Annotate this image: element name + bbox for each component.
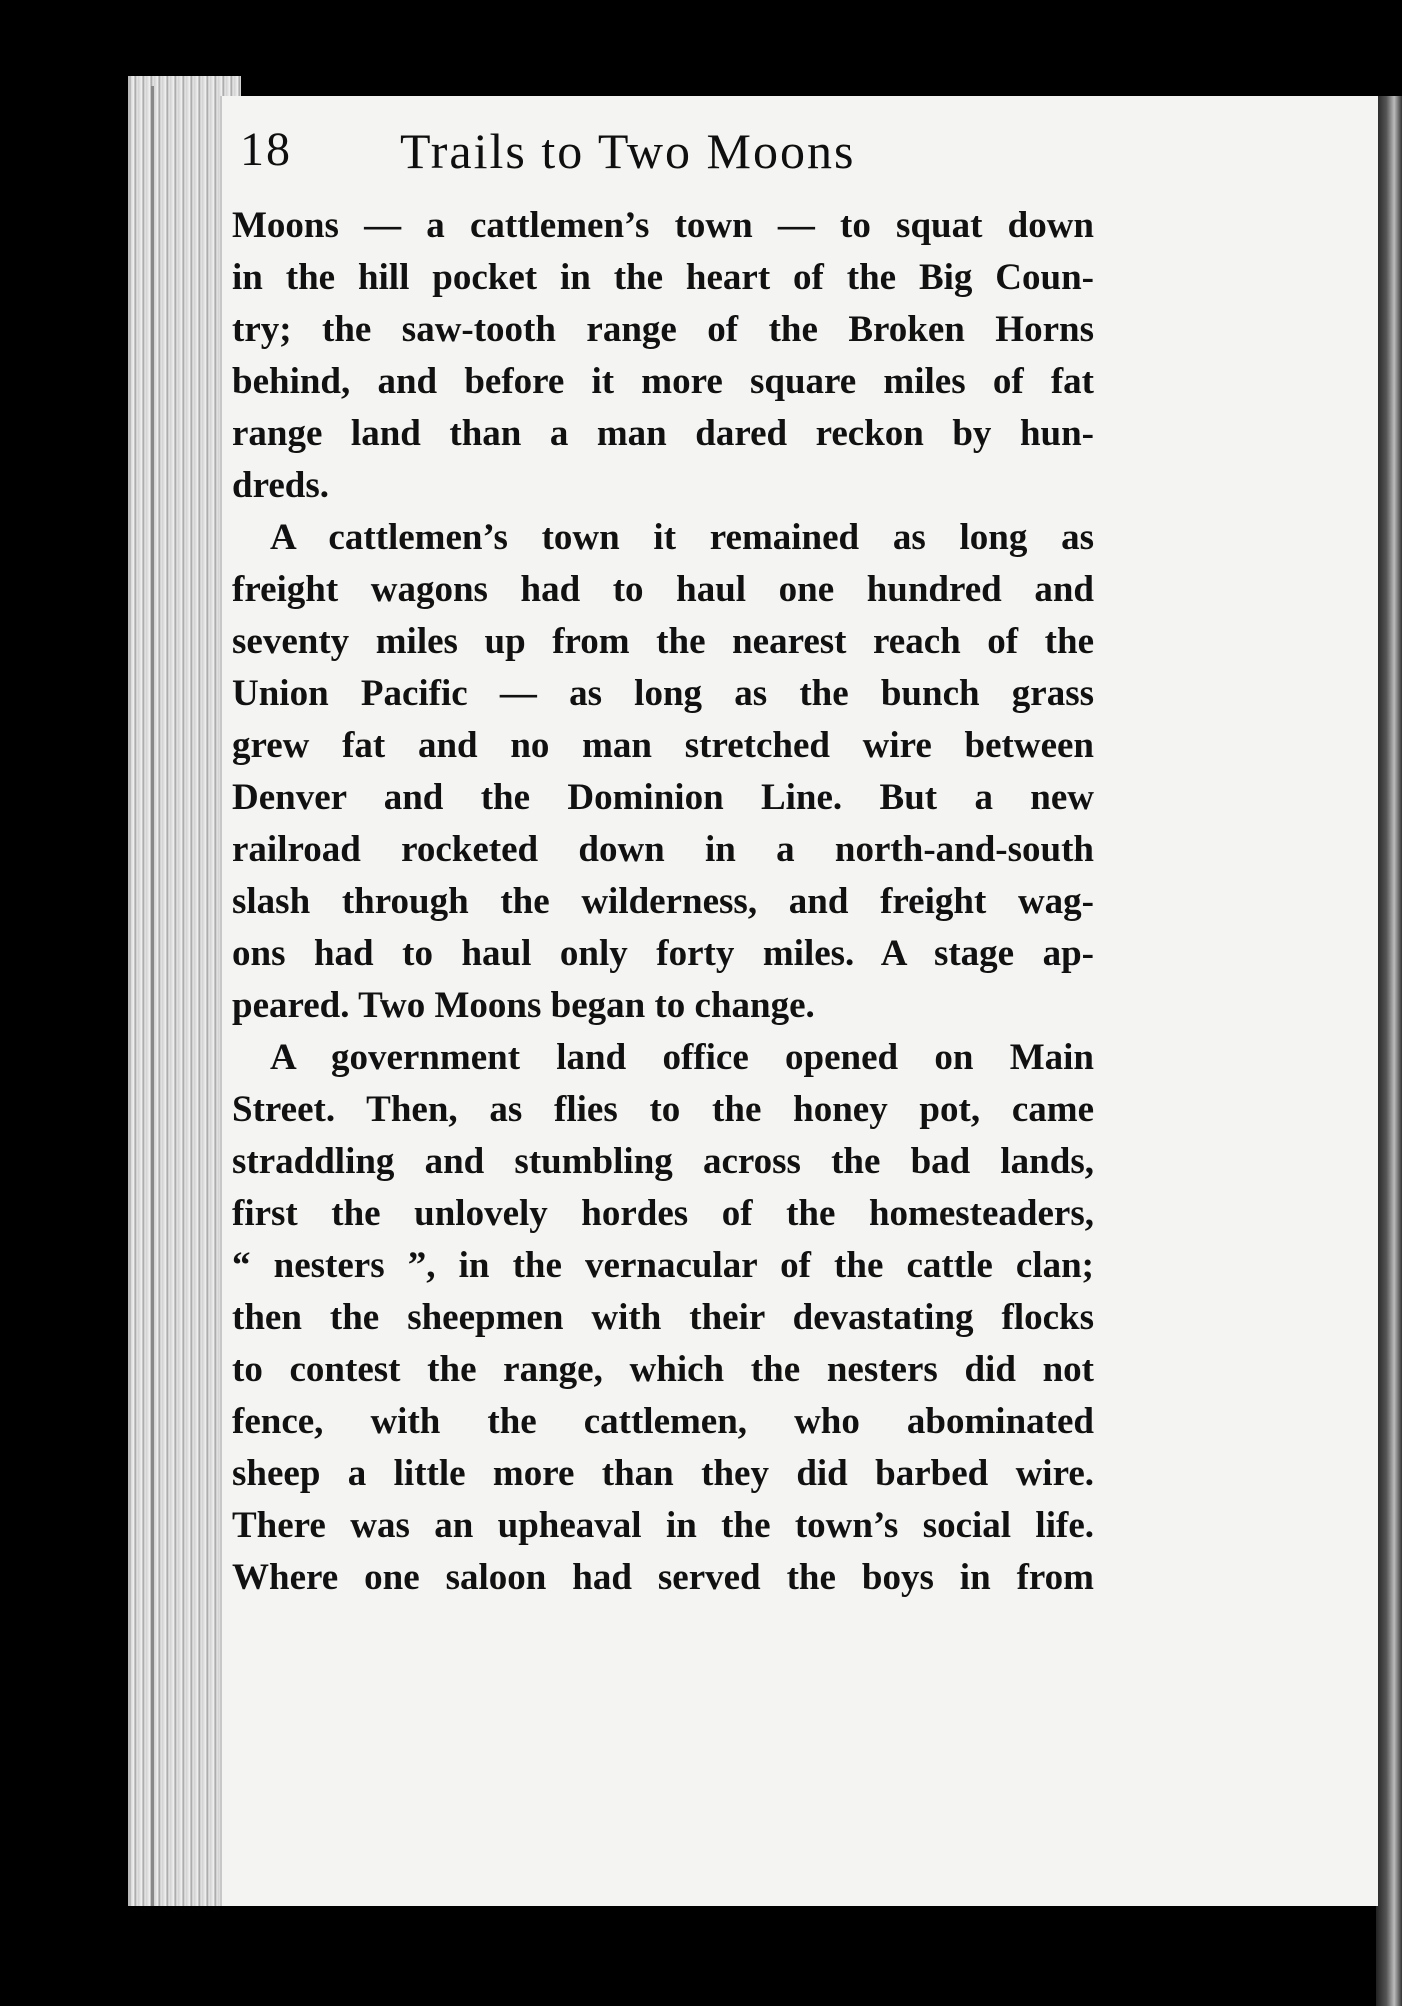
text-line: range land than a man dared reckon by hun-	[232, 413, 1094, 454]
text-line: “ nesters ”, in the vernacular of the cattle clan;	[232, 1245, 1094, 1286]
text-line: Moons — a cattlemen’s town — to squat down	[232, 205, 1094, 246]
text-line: try; the saw-tooth range of the Broken Horns	[232, 309, 1094, 350]
text-line: seventy miles up from the nearest reach of the	[232, 621, 1094, 662]
text-line: Denver and the Dominion Line. But a new	[232, 777, 1094, 818]
text-line: in the hill pocket in the heart of the Big Coun-	[232, 257, 1094, 298]
text-line: Where one saloon had served the boys in from	[232, 1557, 1094, 1598]
text-line: to contest the range, which the nesters did not	[232, 1349, 1094, 1390]
page-header	[240, 122, 1060, 192]
text-line: grew fat and no man stretched wire between	[232, 725, 1094, 766]
text-line: A government land office opened on Main	[270, 1037, 1094, 1078]
running-title: Trails to Two Moons	[400, 123, 856, 179]
text-line: straddling and stumbling across the bad lands,	[232, 1141, 1094, 1182]
text-line: then the sheepmen with their devastating flocks	[232, 1297, 1094, 1338]
text-line: behind, and before it more square miles of fat	[232, 361, 1094, 402]
text-line: Union Pacific — as long as the bunch grass	[232, 673, 1094, 714]
text-line: peared. Two Moons began to change.	[232, 985, 815, 1026]
text-line: dreds.	[232, 465, 329, 506]
text-line: first the unlovely hordes of the homesteaders,	[232, 1193, 1094, 1234]
text-line: freight wagons had to haul one hundred and	[232, 569, 1094, 610]
text-line: A cattlemen’s town it remained as long as	[270, 517, 1094, 558]
text-line: There was an upheaval in the town’s social life.	[232, 1505, 1094, 1546]
text-line: fence, with the cattlemen, who abominated	[232, 1401, 1094, 1442]
text-line: Street. Then, as flies to the honey pot, came	[232, 1089, 1094, 1130]
body-text	[232, 200, 1094, 1604]
text-line: sheep a little more than they did barbed wire.	[232, 1453, 1094, 1494]
text-line: slash through the wilderness, and freight wag-	[232, 881, 1094, 922]
book-binding-edge	[1376, 96, 1402, 2006]
page-number: 18	[240, 123, 292, 176]
text-line: railroad rocketed down in a north-and-south	[232, 829, 1094, 870]
text-line: ons had to haul only forty miles. A stage ap-	[232, 933, 1094, 974]
